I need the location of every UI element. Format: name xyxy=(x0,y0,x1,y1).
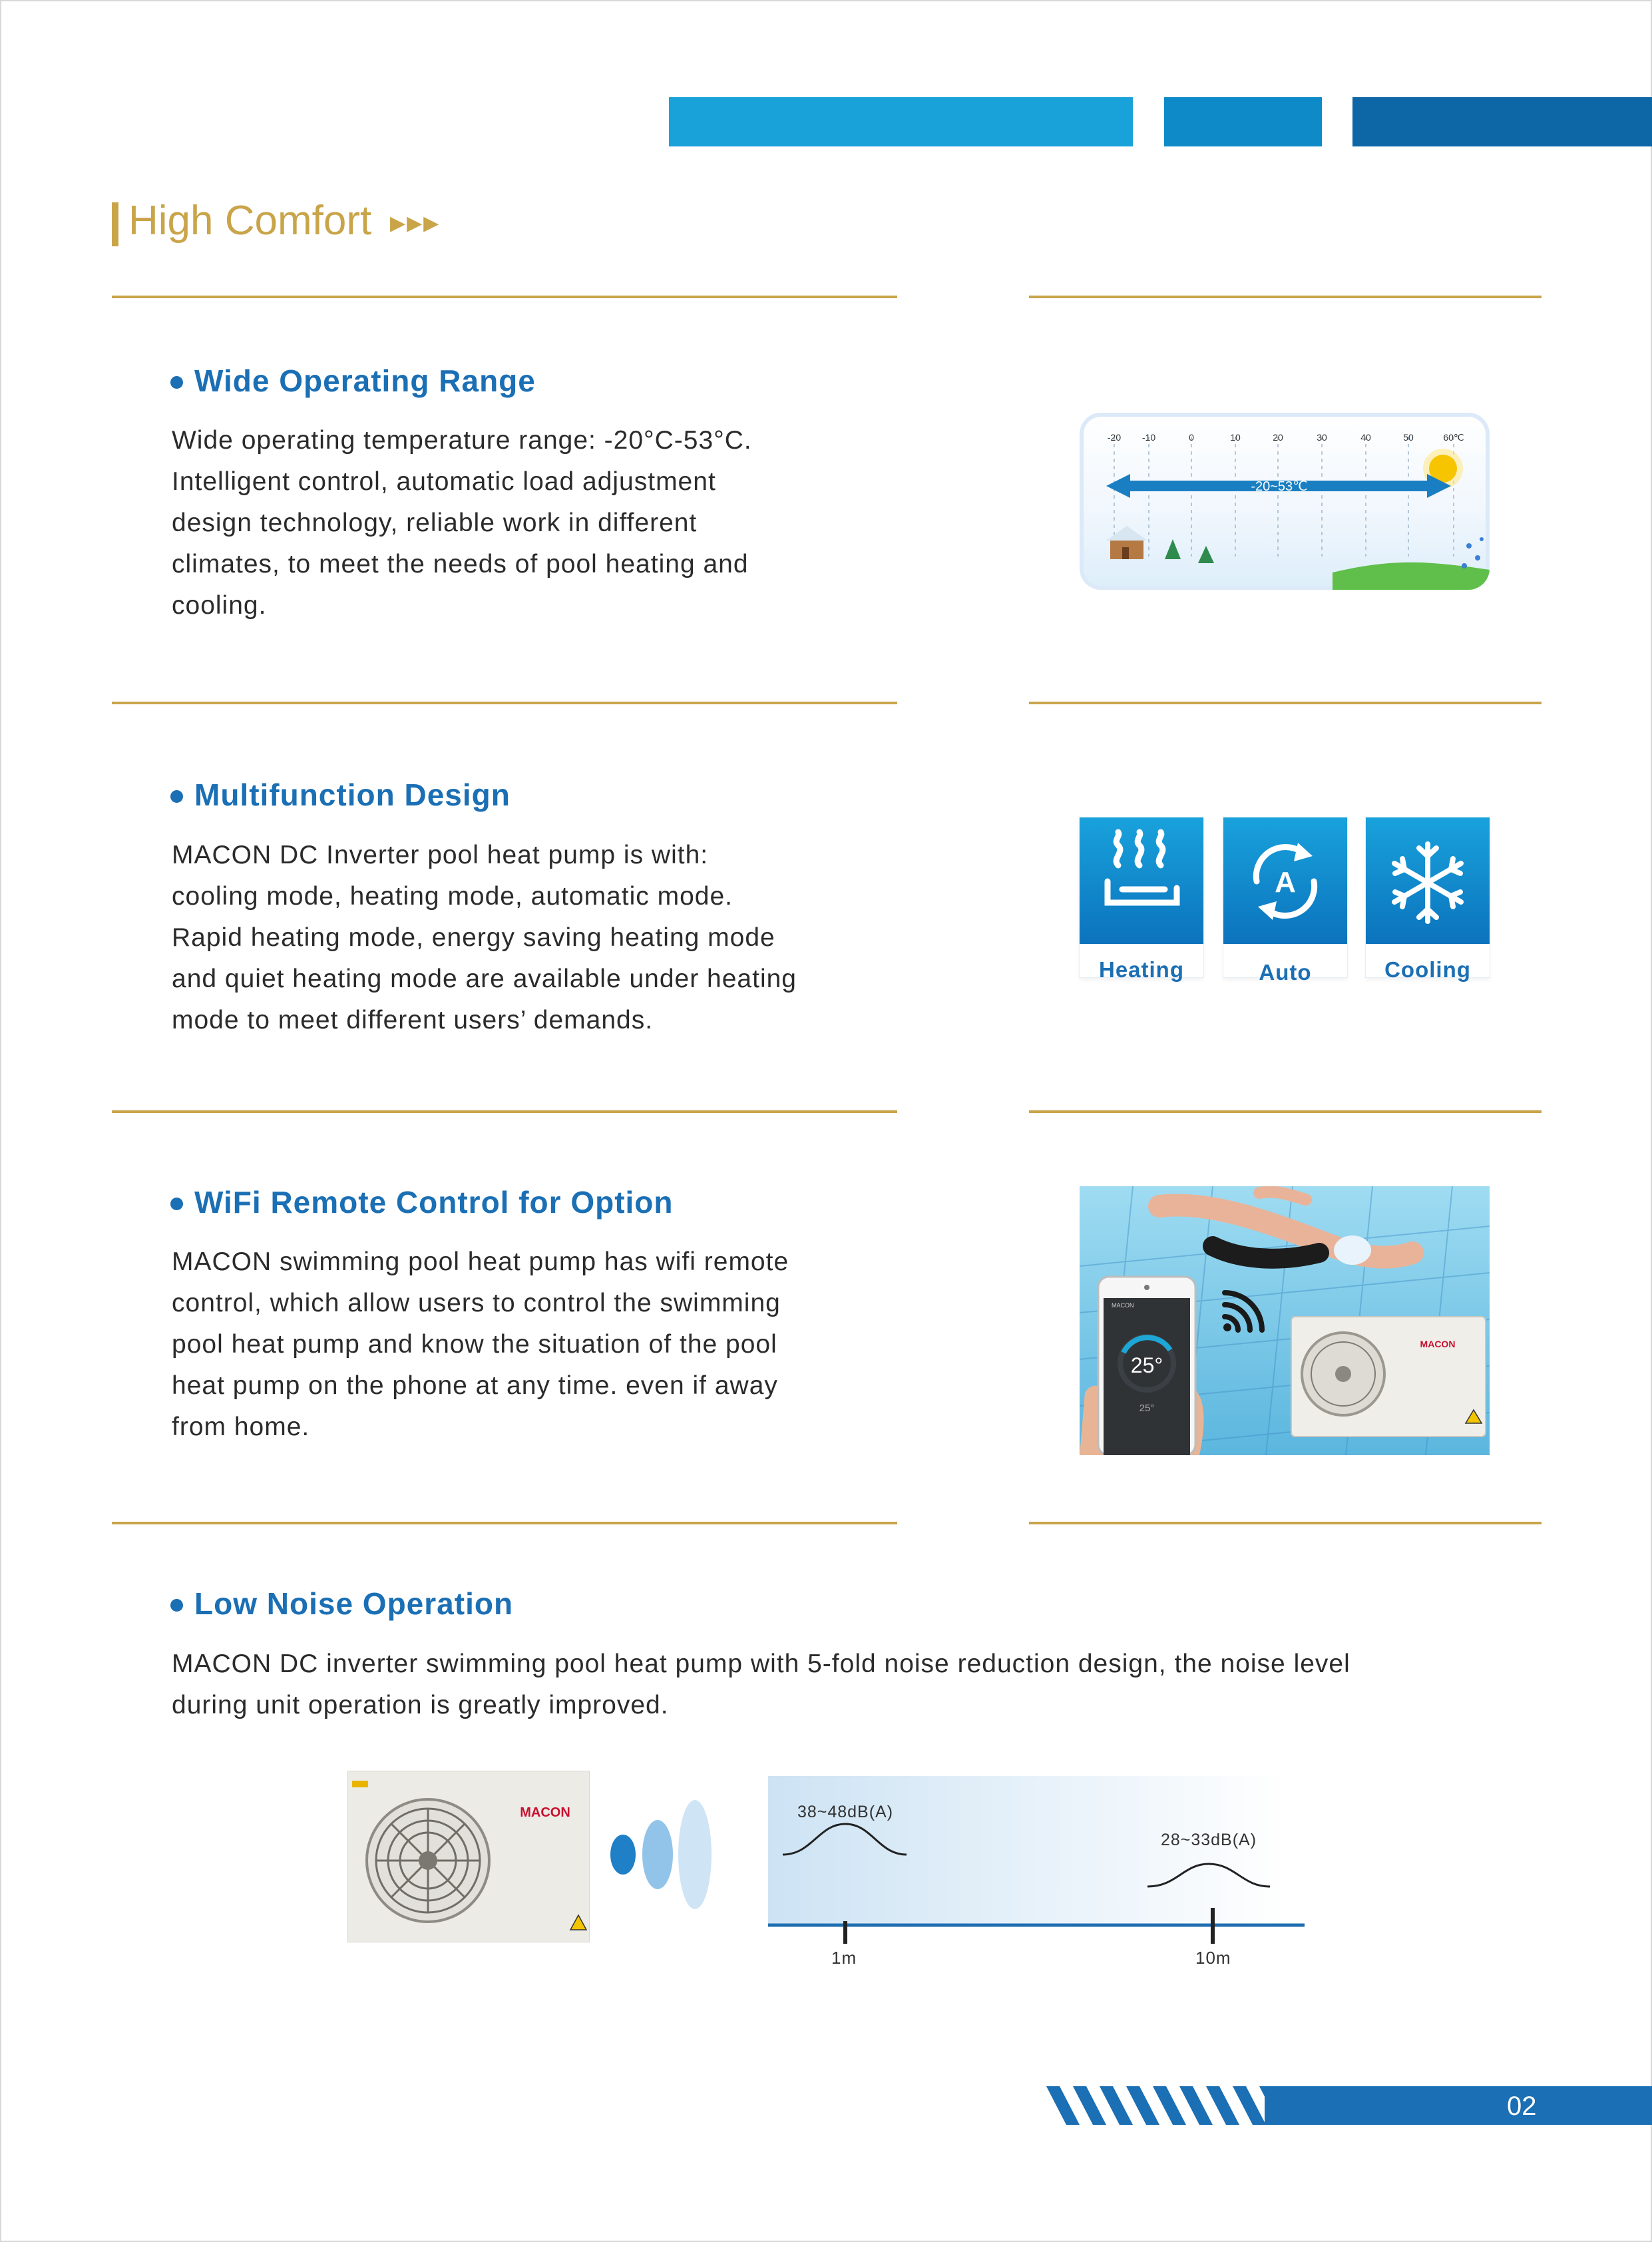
feature-heading-low-noise: Low Noise Operation xyxy=(194,1586,514,1621)
feature-heading-multifunction: Multifunction Design xyxy=(194,778,511,812)
text-line: design technology, reliable work in different xyxy=(172,509,698,537)
temperature-range-graphic xyxy=(1080,413,1490,590)
text-line: MACON swimming pool heat pump has wifi remote xyxy=(172,1247,789,1276)
noise-level-far: 28~33dB(A) xyxy=(1160,1831,1257,1849)
noise-heat-pump-unit xyxy=(347,1771,590,1942)
range-label: -20~53℃ xyxy=(1251,479,1308,494)
divider-line xyxy=(1029,296,1542,298)
temp-tick: -20 xyxy=(1107,432,1122,443)
text-line: heat pump on the phone at any time. even if away xyxy=(172,1371,778,1400)
divider-line xyxy=(112,1110,897,1113)
bullet-icon xyxy=(170,790,183,803)
mode-label-auto: Auto xyxy=(1259,960,1312,985)
mode-tile-cooling xyxy=(1366,817,1490,944)
mode-label-cooling: Cooling xyxy=(1384,957,1471,982)
mode-tile-heating xyxy=(1080,817,1203,944)
distance-label-10m: 10m xyxy=(1195,1948,1231,1968)
feature-text-wifi xyxy=(172,1241,917,1448)
noise-level-near: 38~48dB(A) xyxy=(797,1803,894,1821)
heat-pump-unit xyxy=(1291,1317,1486,1437)
header-bar-mid xyxy=(1164,97,1322,146)
heating-icon xyxy=(1080,817,1203,944)
heat-pump-graphic xyxy=(348,1771,590,1943)
auto-glyph: A xyxy=(1275,866,1296,899)
feature-heading-operating-range: Wide Operating Range xyxy=(194,363,536,398)
temp-tick: 10 xyxy=(1230,432,1241,443)
wifi-control-photo xyxy=(1080,1186,1490,1455)
page-number: 02 xyxy=(1507,2092,1537,2121)
sound-wave-icon xyxy=(604,1791,718,1917)
bullet-icon xyxy=(170,376,183,389)
text-line: climates, to meet the needs of pool heating and xyxy=(172,550,749,578)
snowflake-icon xyxy=(1366,817,1490,944)
temp-tick: 0 xyxy=(1189,432,1194,443)
unit-brand: MACON xyxy=(1420,1339,1456,1349)
mode-tile-auto xyxy=(1223,817,1347,944)
text-line: MACON DC Inverter pool heat pump is with: xyxy=(172,841,709,869)
temp-tick: 20 xyxy=(1273,432,1283,443)
smartphone xyxy=(1098,1277,1195,1455)
temp-tick: -10 xyxy=(1141,432,1156,443)
divider-line xyxy=(1029,702,1542,704)
noise-chart-graphic xyxy=(765,1776,1305,1962)
divider-line xyxy=(112,702,897,704)
temp-tick: 30 xyxy=(1317,432,1327,443)
text-line: MACON DC inverter swimming pool heat pump with 5-fold noise reduction design, the noise level xyxy=(172,1650,1350,1678)
tree-icon xyxy=(1198,546,1214,563)
text-line: cooling. xyxy=(172,591,267,620)
temp-tick: 40 xyxy=(1360,432,1371,443)
temp-tick: 60℃ xyxy=(1443,432,1464,443)
text-line: and quiet heating mode are available under heating xyxy=(172,965,797,993)
temp-tick: 50 xyxy=(1403,432,1414,443)
text-line: mode to meet different users’ demands. xyxy=(172,1006,654,1034)
divider-line xyxy=(112,1522,897,1524)
section-title: High Comfort xyxy=(128,198,372,244)
unit-brand: MACON xyxy=(520,1805,570,1820)
text-line: from home. xyxy=(172,1413,310,1441)
auto-icon xyxy=(1223,817,1347,944)
header-bar-dark xyxy=(1352,97,1652,146)
feature-text-operating-range xyxy=(172,420,904,626)
noise-level-chart xyxy=(765,1776,1305,1962)
tree-icon xyxy=(1165,539,1181,559)
feature-heading-wifi: WiFi Remote Control for Option xyxy=(194,1185,674,1220)
distance-label-1m: 1m xyxy=(831,1948,857,1968)
text-line: Wide operating temperature range: -20°C-53°C. xyxy=(172,426,752,455)
feature-text-multifunction xyxy=(172,835,917,1041)
divider-line xyxy=(1029,1522,1542,1524)
pool-scene xyxy=(1080,1186,1490,1455)
divider-line xyxy=(1029,1110,1542,1113)
header-bar-light xyxy=(669,97,1133,146)
mode-label-heating: Heating xyxy=(1098,957,1184,982)
chart-background xyxy=(768,1776,1287,1924)
text-line: cooling mode, heating mode, automatic mode. xyxy=(172,882,733,911)
text-line: control, which allow users to control the swimming xyxy=(172,1289,781,1317)
feature-text-low-noise xyxy=(172,1644,1503,1726)
bullet-icon xyxy=(170,1198,183,1210)
text-line: Rapid heating mode, energy saving heating mode xyxy=(172,923,775,952)
phone-setpoint: 25° xyxy=(1139,1403,1155,1414)
section-title-arrows: ▶▶▶ xyxy=(390,212,441,234)
text-line: during unit operation is greatly improved. xyxy=(172,1691,669,1719)
bullet-icon xyxy=(170,1599,183,1612)
text-line: pool heat pump and know the situation of the pool xyxy=(172,1330,777,1359)
phone-temperature: 25° xyxy=(1130,1353,1163,1377)
footer-bar xyxy=(1265,2086,1652,2125)
text-line: Intelligent control, automatic load adjustment xyxy=(172,467,716,496)
section-title-marker xyxy=(112,202,118,246)
temperature-range-illustration xyxy=(1080,413,1490,590)
phone-header: MACON xyxy=(1112,1302,1134,1309)
divider-line xyxy=(112,296,897,298)
